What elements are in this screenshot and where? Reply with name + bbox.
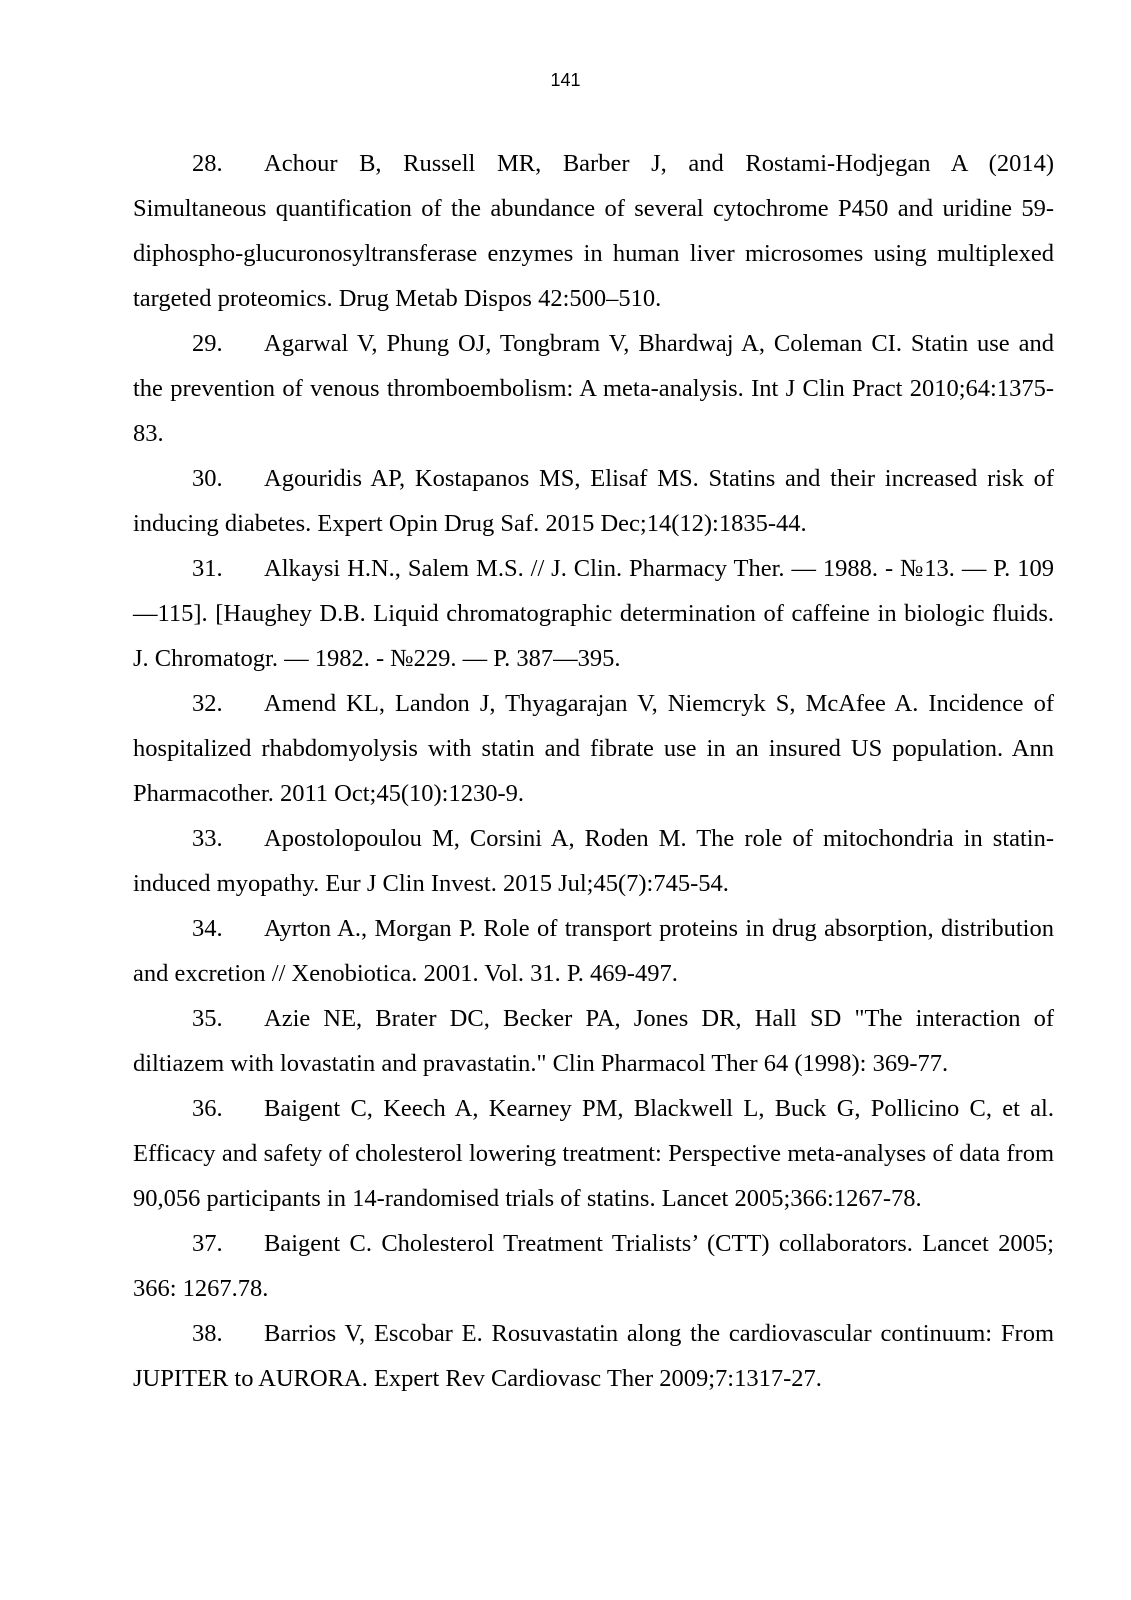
reference-item bbox=[133, 546, 1054, 681]
reference-number: 35. bbox=[192, 1005, 223, 1032]
reference-item bbox=[133, 456, 1054, 546]
reference-number: 28. bbox=[192, 150, 223, 177]
reference-text: Alkaysi H.N., Salem M.S. // J. Clin. Pharmacy Ther. — 1988. - №13. — P. 109—115]. [Haughey D.B. Liquid chromatographic determination of caffeine in biologic fluids. J. Chromatogr. — 1982. - №229. — P. 387—395. bbox=[133, 555, 1054, 672]
reference-text: Agouridis AP, Kostapanos MS, Elisaf MS. Statins and their increased risk of inducing diabetes. Expert Opin Drug Saf. 2015 Dec;14(12):1835-44. bbox=[133, 465, 1054, 537]
reference-number: 31. bbox=[192, 555, 223, 582]
reference-text: Amend KL, Landon J, Thyagarajan V, Niemcryk S, McAfee A. Incidence of hospitalized rhabdomyolysis with statin and fibrate use in an insured US population. Ann Pharmacother. 2011 Oct;45(10):1230-9. bbox=[133, 690, 1054, 807]
reference-item bbox=[133, 816, 1054, 906]
reference-text: Apostolopoulou M, Corsini A, Roden M. The role of mitochondria in statin-induced myopathy. Eur J Clin Invest. 2015 Jul;45(7):745-54. bbox=[133, 825, 1054, 897]
reference-text: Baigent C, Keech A, Kearney PM, Blackwell L, Buck G, Pollicino C, et al. Efficacy and safety of cholesterol lowering treatment: Perspective meta-analyses of data from 90,056 participants in 14-randomised trials of statins. Lancet 2005;366:1267-78. bbox=[133, 1095, 1054, 1212]
reference-number: 33. bbox=[192, 825, 223, 852]
reference-item bbox=[133, 996, 1054, 1086]
reference-item bbox=[133, 906, 1054, 996]
reference-number: 34. bbox=[192, 915, 223, 942]
reference-item bbox=[133, 1311, 1054, 1401]
reference-item bbox=[133, 1221, 1054, 1311]
reference-text: Baigent C. Cholesterol Treatment Trialists’ (CTT) collaborators. Lancet 2005; 366: 1267.78. bbox=[133, 1230, 1054, 1302]
page-number: 141 bbox=[550, 70, 581, 90]
reference-text: Agarwal V, Phung OJ, Tongbram V, Bhardwaj A, Coleman CI. Statin use and the prevention of venous thromboembolism: A meta-analysis. Int J Clin Pract 2010;64:1375-83. bbox=[133, 330, 1054, 447]
reference-number: 37. bbox=[192, 1230, 223, 1257]
reference-number: 29. bbox=[192, 330, 223, 357]
reference-number: 32. bbox=[192, 690, 223, 717]
reference-number: 36. bbox=[192, 1095, 223, 1122]
reference-text: Azie NE, Brater DC, Becker PA, Jones DR, Hall SD "The interaction of diltiazem with lovastatin and pravastatin." Clin Pharmacol Ther 64 (1998): 369-77. bbox=[133, 1005, 1054, 1077]
reference-item bbox=[133, 141, 1054, 321]
reference-item bbox=[133, 1086, 1054, 1221]
reference-number: 38. bbox=[192, 1320, 223, 1347]
reference-item bbox=[133, 321, 1054, 456]
reference-number: 30. bbox=[192, 465, 223, 492]
reference-text: Ayrton A., Morgan P. Role of transport proteins in drug absorption, distribution and excretion // Xenobiotica. 2001. Vol. 31. P. 469-497. bbox=[133, 915, 1054, 987]
reference-text: Barrios V, Escobar E. Rosuvastatin along the cardiovascular continuum: From JUPITER to AURORA. Expert Rev Cardiovasc Ther 2009;7:1317-27. bbox=[133, 1320, 1054, 1392]
reference-text: Achour B, Russell MR, Barber J, and Rostami-Hodjegan A (2014) Simultaneous quantification of the abundance of several cytochrome P450 and uridine 59-diphospho-glucuronosyltransferase enzymes in human liver microsomes using multiplexed targeted proteomics. Drug Metab Dispos 42:500–510. bbox=[133, 150, 1054, 312]
reference-list bbox=[133, 141, 1054, 1401]
reference-item bbox=[133, 681, 1054, 816]
